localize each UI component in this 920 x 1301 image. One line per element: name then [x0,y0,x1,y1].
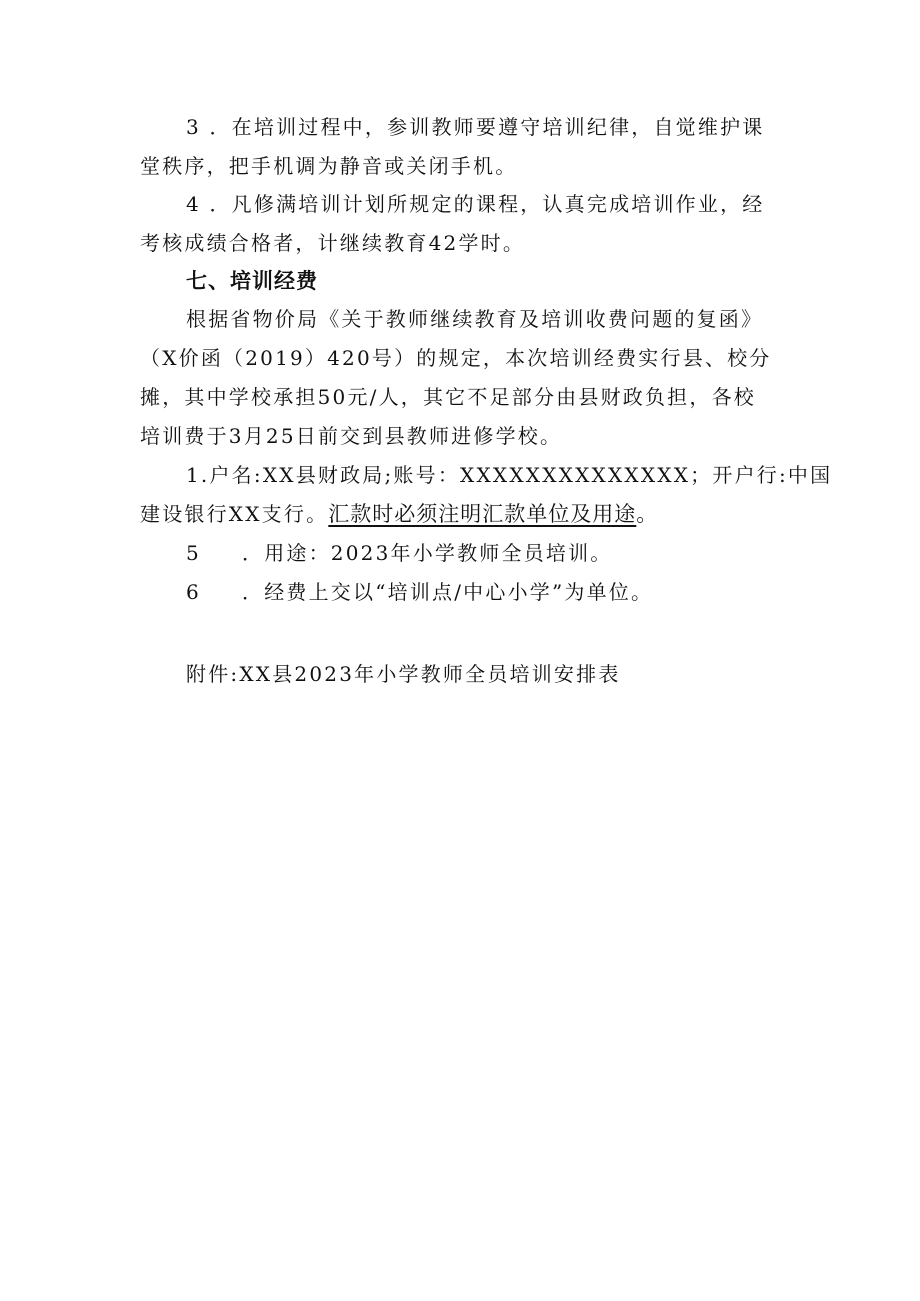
account-line-2 [140,495,790,534]
remittance-notice-period: 。 [636,502,660,526]
item-3-line-2: 堂秩序，把手机调为静音或关闭手机。 [140,154,518,178]
attachment-paragraph [140,655,790,694]
item-6-line [140,573,790,612]
item-4-line-1: 4 ．凡修满培训计划所规定的课程，认真完成培训作业，经 [186,192,765,216]
item-6-paragraph [140,573,790,612]
attachment-line: 附件:XX县2023年小学教师全员培训安排表 [186,662,621,686]
remittance-notice: 汇款时必须注明汇款单位及用途 [328,502,637,526]
fees-line-1: 根据省物价局《关于教师继续教育及培训收费问题的复函》 [186,307,764,331]
section-7-heading: 七、培训经费 [186,269,318,293]
fees-line-4: 培训费于3月25日前交到县教师进修学校。 [140,424,563,448]
item-6-number: 6 [186,580,201,604]
item-5-line [140,534,790,573]
account-paragraph [140,456,833,534]
item-3-line-1: 3 ．在培训过程中，参训教师要遵守培训纪律，自觉维护课 [186,115,765,139]
account-line-1: 1.户名:XX县财政局;账号：XXXXXXXXXXXXXX；开户行:中国 [186,463,833,487]
item-5-number: 5 [186,541,201,565]
fees-line-3: 摊，其中学校承担50元/人，其它不足部分由县财政负担，各校 [140,385,756,409]
item-5-text: ．用途：2023年小学教师全员培训。 [242,541,613,565]
fees-paragraph [140,300,790,456]
item-6-text: ．经费上交以“培训点/中心小学”为单位。 [242,580,654,604]
item-4-paragraph [140,185,790,263]
item-3-paragraph [140,108,790,186]
item-5-paragraph [140,534,790,573]
fees-line-2: （X价函（2019）420号）的规定，本次培训经费实行县、校分 [140,346,772,370]
account-bank-text: 建设银行XX支行。 [140,502,329,526]
item-4-line-2: 考核成绩合格者，计继续教育42学时。 [140,231,526,255]
